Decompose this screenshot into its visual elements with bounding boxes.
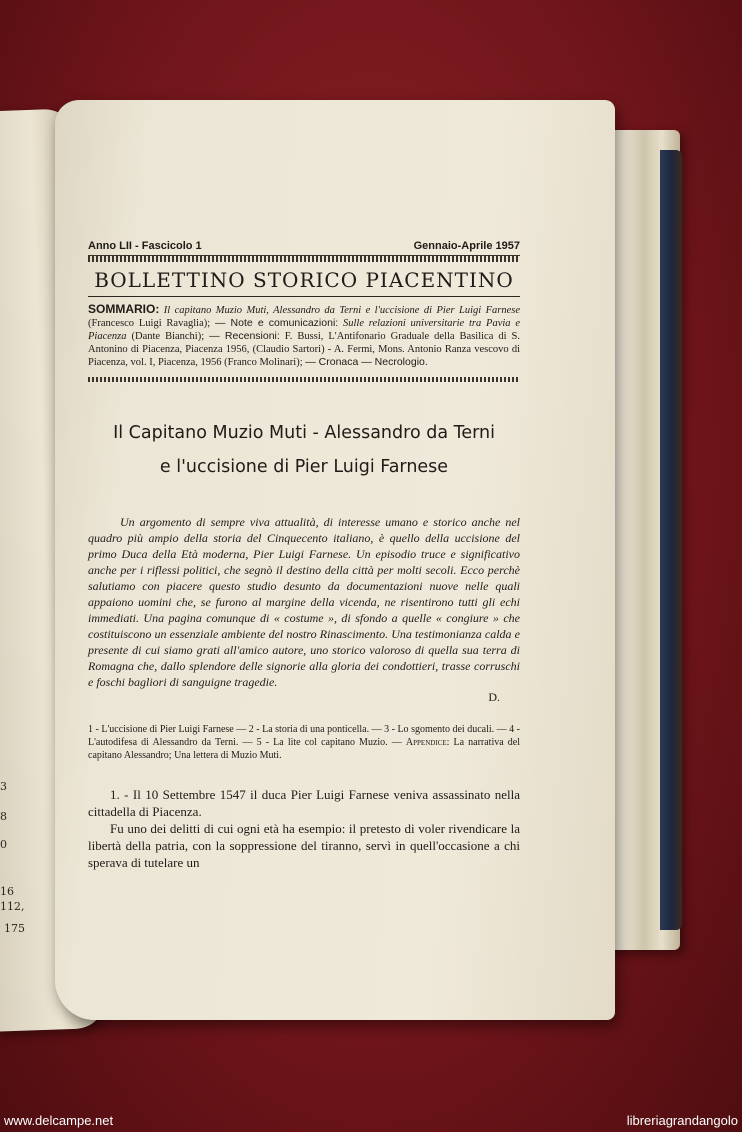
body-paragraph: Fu uno dei delitti di cui ogni età ha esempio: il pretesto di voler rivendicare la libertà della patria, con la soppressione del tiranno, servì in quell'occasione a chi sperava di tutelare un	[88, 821, 520, 870]
article-contents	[88, 723, 520, 762]
left-page-fragment: 16	[0, 885, 14, 898]
body-paragraph: 1. - Il 10 Settembre 1547 il duca Pier Luigi Farnese veniva assassinato nella cittadella di Piacenza.	[88, 787, 520, 819]
left-page-fragment: 0	[0, 838, 7, 851]
summary-author: (Dante Bianchi);	[131, 331, 205, 342]
article-body	[88, 786, 520, 871]
summary-section: — Note e comunicazioni:	[214, 317, 339, 329]
book-cover-edge	[660, 150, 682, 930]
article-title-line: Il Capitano Muzio Muti - Alessandro da Terni	[113, 423, 495, 443]
masthead-meta	[88, 240, 520, 252]
issue-date: Gennaio-Aprile 1957	[413, 240, 520, 252]
page-content	[88, 240, 520, 871]
left-page-fragment: 3	[0, 780, 7, 793]
contents-list: 1 - L'uccisione di Pier Luigi Farnese — 2 - La storia di una ponticella. — 3 - Lo sgomento dei ducali. — 4 - L'autodifesa di Alessandro da Terni. — 5 - La lite col capitano Muzio. —	[88, 724, 520, 748]
watermark-right: libreriagrandangolo	[626, 1113, 738, 1128]
appendix-contents: La narrativa del capitano Alessandro; Una lettera di Muzio Muti.	[88, 737, 521, 761]
title-rule	[88, 296, 520, 297]
article-title-line: e l'uccisione di Pier Luigi Farnese	[159, 457, 449, 477]
journal-title: BOLLETTINO STORICO PIACENTINO	[94, 268, 514, 292]
summary-section: — Cronaca — Necrologio.	[305, 356, 428, 368]
left-page-fragment: 112,	[0, 900, 25, 913]
summary-section: — Recensioni:	[209, 330, 280, 342]
left-page-fragment: 8	[0, 810, 7, 823]
intro-signature: D.	[488, 690, 500, 704]
summary-author: (Francesco Luigi Ravaglia);	[88, 318, 211, 329]
summary-note-title: Sulle relazioni universitarie tra Pavia e Piacenza	[88, 318, 521, 342]
ornamental-rule	[88, 255, 520, 262]
summary	[88, 303, 520, 369]
summary-reviews: F. Bussi, L'Antifonario Graduale della Basilica di S. Antonino di Piacenza, Piacenza 1956, (Claudio Sartori) - A. Fermi, Mons. Antonio Ranza vescovo di Piacenza, vol. I, Piacenza, 1956	[88, 331, 521, 368]
appendix-label: Appendice:	[405, 737, 450, 748]
summary-article-title: Il capitano Muzio Muti, Alessandro da Terni e l'uccisione di Pier Luigi Farnese	[163, 305, 520, 316]
left-page-fragment: 175	[4, 922, 25, 935]
summary-author: (Franco Molinari);	[224, 357, 303, 368]
article-intro: Un argomento di sempre viva attualità, di interesse umano e storico anche nel quadro più ampio della storia del Cinquecento italiano, è quello della uccisione del primo Duca della Età moderna, Pier Luigi Farnese. Un episodio truce e significativo anche per i riflessi politici, che segnò il destino della città per molti secoli. Ecco perchè salutiamo con piacere questo studio desunto da documentazioni nuove nelle quali appaiono uomini che, se furono al margine della vicenda, ne risentirono tutti gli echi immediati. Una pagina comunque di « costume », di sfondo a quelle « congiure » che costituiscono un essenziale ambiente del nostro Rinascimento. Una testimonianza calda e presente di cui siamo grati all'amico autore, uno storico valoroso di quella sua terra di Romagna che, dallo splendore delle signorie alla gloria dei condottieri, trasse corruschi e foschi bagliori di sanguigne tragedie.	[88, 515, 520, 689]
article-title	[88, 416, 520, 484]
summary-lead: SOMMARIO:	[88, 302, 160, 316]
watermark-left: www.delcampe.net	[4, 1113, 114, 1128]
issue-label: Anno LII - Fascicolo 1	[88, 240, 202, 252]
ornamental-rule	[88, 377, 520, 382]
